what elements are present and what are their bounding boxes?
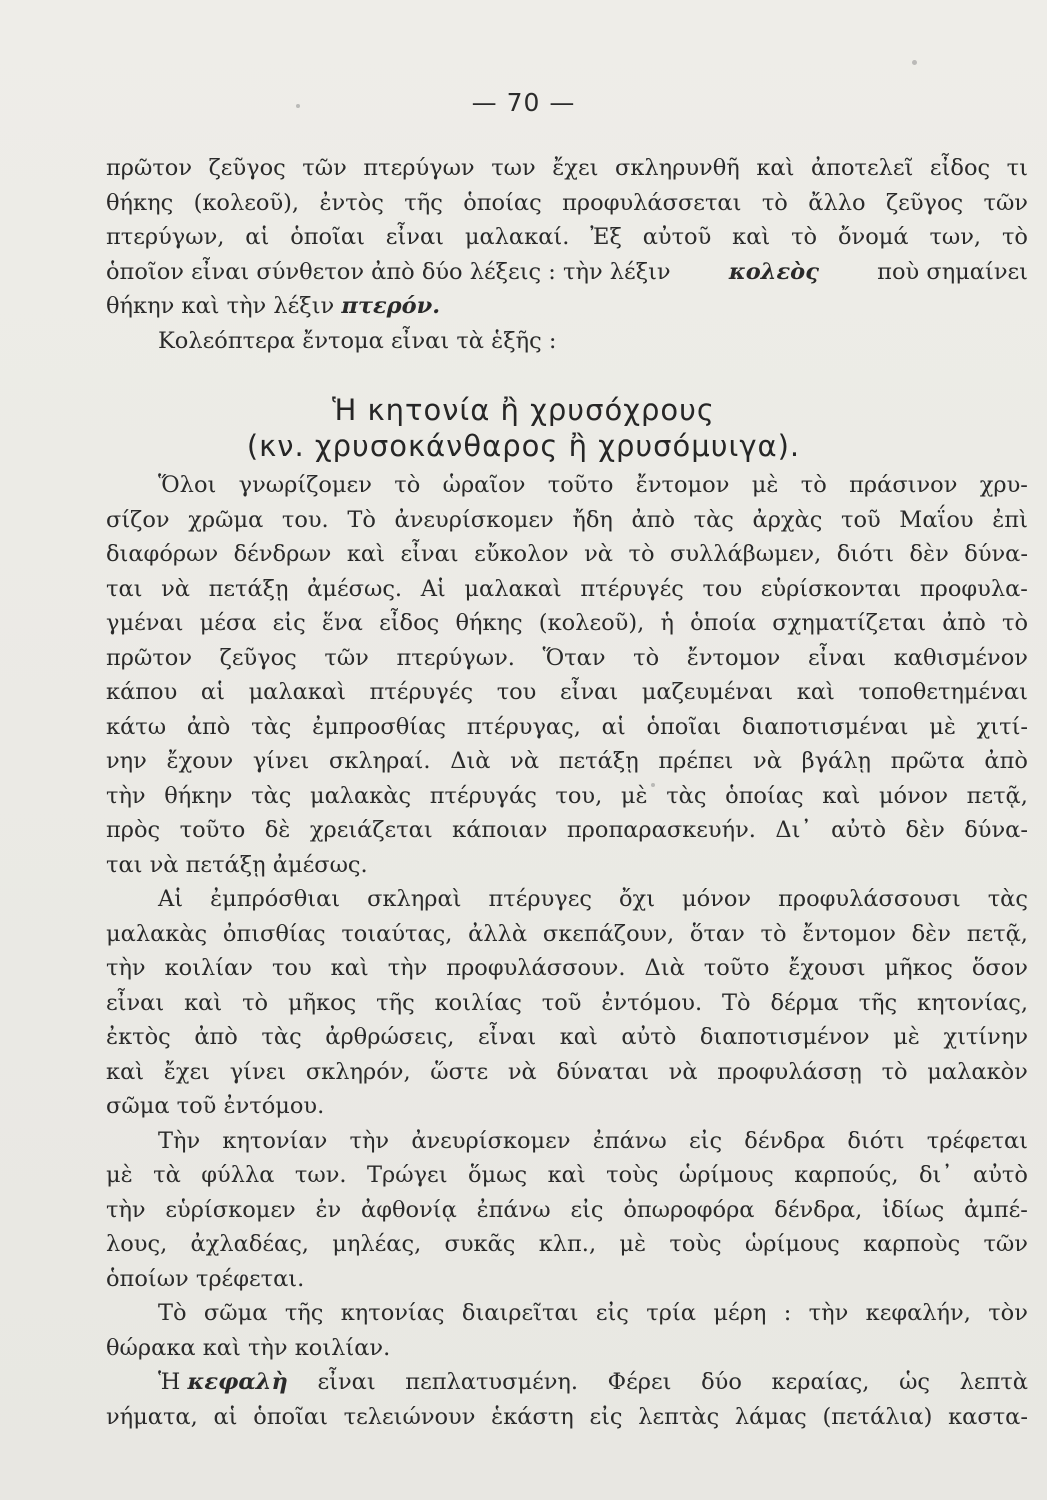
text-line: Τὴν κητονίαν τὴν ἀνευρίσκομεν ἐπάνω εἰς δένδρα διότι τρέφεται (158, 1127, 1028, 1154)
text-line: πτερύγων, αἱ ὁποῖαι εἶναι μαλακαί. Ἐξ αὐτοῦ καὶ τὸ ὄνομά των, τὸ (106, 224, 1028, 250)
text-line: λους, ἀχλαδέας, μηλέας, συκᾶς κλπ., μὲ τοὺς ὡρίμους καρποὺς τῶν (106, 1231, 1028, 1257)
text-line: καὶ ἔχει γίνει σκληρόν, ὥστε νὰ δύναται νὰ προφυλάσσῃ τὸ μαλακὸν (106, 1058, 1028, 1085)
text-line: πρὸς τοῦτο δὲ χρειάζεται κάποιαν προπαρασκευήν. Δι᾽ αὐτὸ δὲν δύνα- (106, 817, 1028, 843)
text-line: μαλακὰς ὀπισθίας τοιαύτας, ἀλλὰ σκεπάζουν, ὅταν τὸ ἔντομον δὲν πετᾷ, (106, 920, 1028, 947)
text-line: πρῶτον ζεῦγος τῶν πτερύγων των ἔχει σκληρυνθῆ καὶ ἀποτελεῖ εἶδος τι (106, 155, 1028, 181)
term-koleos: κολεὸς (728, 258, 819, 285)
text-line: νήματα, αἱ ὁποῖαι τελειώνουν ἑκάστη εἰς λεπτὰς λάμας (πετάλια) καστα- (106, 1403, 1028, 1430)
text-line: ἐκτὸς ἀπὸ τὰς ἀρθρώσεις, εἶναι καὶ αὐτὸ διαποτισμένον μὲ χιτίνην (106, 1024, 1028, 1050)
text-line: τὴν εὑρίσκομεν ἐν ἀφθονίᾳ ἐπάνω εἰς ὀπωροφόρα δένδρα, ἰδίως ἀμπέ- (106, 1196, 1028, 1223)
section-heading-line-2: (κν. χρυσοκάνθαρος ἢ χρυσόμυιγα). (246, 429, 801, 463)
text-line: νην ἔχουν γίνει σκληραί. Διὰ νὰ πετάξῃ πρέπει νὰ βγάλῃ πρῶτα ἀπὸ (106, 748, 1028, 774)
text-line: κάτω ἀπὸ τὰς ἐμπροσθίας πτέρυγας, αἱ ὁποῖαι διαποτισμέναι μὲ χιτί- (106, 713, 1028, 740)
text-line: σίζον χρῶμα του. Τὸ ἀνευρίσκομεν ἤδη ἀπὸ τὰς ἀρχὰς τοῦ Μαΐου ἐπὶ (106, 506, 1028, 533)
scan-speck (651, 783, 655, 787)
text-line: θώρακα καὶ τὴν κοιλίαν. (106, 1334, 391, 1361)
text-fragment: θήκην καὶ τὴν λέξιν (106, 293, 342, 319)
text-line: ται νὰ πετάξῃ ἀμέσως. (106, 851, 368, 878)
scan-speck (912, 60, 917, 65)
text-line: τὴν θήκην τὰς μαλακὰς πτέρυγάς του, μὲ τὰς ὁποίας καὶ μόνον πετᾷ, (106, 782, 1028, 809)
text-fragment: . (432, 293, 441, 319)
page-number: — 70 — (471, 88, 576, 117)
text-line: σῶμα τοῦ ἐντόμου. (106, 1093, 325, 1119)
text-fragment: εἶναι πεπλατυσμένη. Φέρει δύο κεραίας, ὡς λεπτὰ (287, 1369, 1028, 1395)
text-line: ται νὰ πετάξῃ ἀμέσως. Αἱ μαλακαὶ πτέρυγές του εὑρίσκονται προφυλα- (106, 575, 1028, 602)
text-line: ὁποίων τρέφεται. (106, 1265, 305, 1292)
text-line: θήκης (κολεοῦ), ἐντὸς τῆς ὁποίας προφυλάσσεται τὸ ἄλλο ζεῦγος τῶν (106, 189, 1028, 216)
term-kefali: κεφαλὴ (187, 1369, 288, 1395)
text-line: διαφόρων δένδρων καὶ εἶναι εὔκολον νὰ τὸ συλλάβωμεν, διότι δὲν δύνα- (106, 541, 1028, 567)
text-fragment: Ἡ (158, 1369, 188, 1395)
text-fragment: ὁποῖον εἶναι σύνθετον ἀπὸ δύο λέξεις : τὴν λέξιν (106, 258, 671, 285)
main-body-text (106, 468, 1028, 1434)
text-fragment: ποὺ σημαίνει (877, 258, 1028, 285)
text-line: πρῶτον ζεῦγος τῶν πτερύγων. Ὅταν τὸ ἔντομον εἶναι καθισμένον (106, 644, 1028, 671)
text-line: Τὸ σῶμα τῆς κητονίας διαιρεῖται εἰς τρία μέρη : τὴν κεφαλήν, τὸν (158, 1300, 1028, 1326)
term-pteron: πτερόν (341, 293, 433, 319)
text-line (106, 1365, 1028, 1400)
section-heading-line-1: Ἡ κητονία ἢ χρυσόχρους (332, 393, 715, 427)
text-line: κάπου αἱ μαλακαὶ πτέρυγές του εἶναι μαζευμέναι καὶ τοποθετημέναι (106, 679, 1028, 705)
text-line: εἶναι καὶ τὸ μῆκος τῆς κοιλίας τοῦ ἐντόμου. Τὸ δέρμα τῆς κητονίας, (106, 989, 1028, 1016)
text-line: Ὅλοι γνωρίζομεν τὸ ὡραῖον τοῦτο ἔντομον μὲ τὸ πράσινον χρυ- (158, 472, 1028, 498)
text-line: Κολεόπτερα ἔντομα εἶναι τὰ ἑξῆς : (158, 327, 557, 354)
scan-speck (296, 104, 300, 108)
text-line: Αἱ ἐμπρόσθιαι σκληραὶ πτέρυγες ὄχι μόνον προφυλάσσουσι τὰς (158, 886, 1028, 912)
intro-paragraph (106, 151, 1028, 358)
text-line: μὲ τὰ φύλλα των. Τρώγει ὅμως καὶ τοὺς ὡρίμους καρπούς, δι᾽ αὐτὸ (106, 1162, 1028, 1188)
text-line (106, 289, 1028, 324)
text-line: γμέναι μέσα εἰς ἕνα εἶδος θήκης (κολεοῦ), ἡ ὁποία σχηματίζεται ἀπὸ τὸ (106, 610, 1028, 636)
text-line (106, 255, 1028, 290)
text-line: τὴν κοιλίαν του καὶ τὴν προφυλάσσουν. Διὰ τοῦτο ἔχουσι μῆκος ὅσον (106, 955, 1028, 981)
